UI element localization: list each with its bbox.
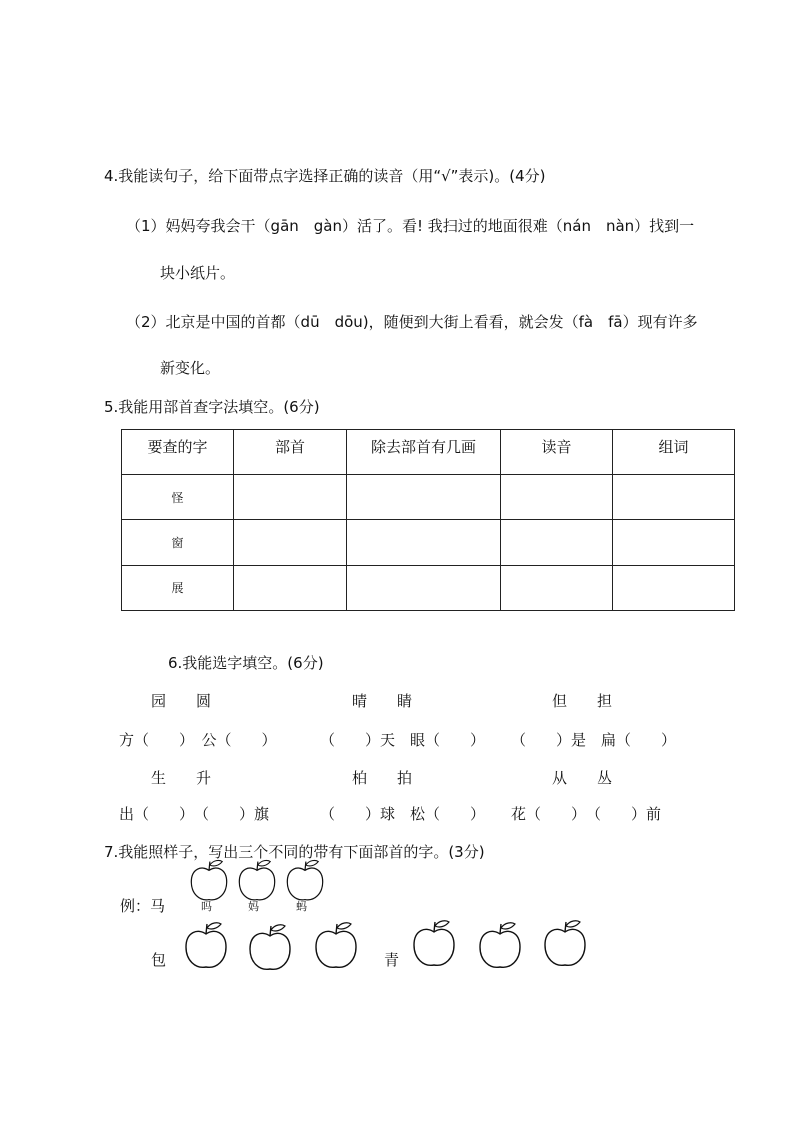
fill-blank-line[interactable]: 花（ ） （ ）前 xyxy=(511,805,662,823)
char-pair: 园 圆 xyxy=(151,692,212,710)
table-row xyxy=(122,565,735,610)
answer-cell[interactable] xyxy=(501,565,613,610)
q5-title: 5.我能用部首查字法填空。(6分) xyxy=(104,398,320,416)
q4-item2-line2: 新变化。 xyxy=(160,359,221,377)
char-pair: 从 丛 xyxy=(552,769,613,787)
apple-outline-icon[interactable] xyxy=(408,918,460,970)
answer-cell[interactable] xyxy=(234,565,347,610)
header-cell: 除去部首有几画 xyxy=(347,430,501,475)
answer-cell[interactable] xyxy=(613,520,735,565)
apple-outline-icon[interactable] xyxy=(310,920,362,972)
example-char: 蚂 xyxy=(296,900,307,913)
q4-item1-line2: 块小纸片。 xyxy=(160,264,236,282)
apple-outline-icon[interactable] xyxy=(244,922,296,974)
q4-title: 4.我能读句子，给下面带点字选择正确的读音（用“√”表示)。(4分) xyxy=(104,167,546,185)
table-header-row xyxy=(122,430,735,475)
header-cell: 要查的字 xyxy=(122,430,234,475)
table-row xyxy=(122,475,735,520)
answer-cell[interactable] xyxy=(234,520,347,565)
q7-title: 7.我能照样子，写出三个不同的带有下面部首的字。(3分) xyxy=(104,843,485,861)
char-pair: 柏 拍 xyxy=(352,769,413,787)
q6-title: 6.我能选字填空。(6分) xyxy=(168,654,324,672)
header-cell: 部首 xyxy=(234,430,347,475)
lookup-char-cell: 怪 xyxy=(122,475,234,520)
char-pair: 晴 睛 xyxy=(352,692,413,710)
fill-blank-line[interactable]: 出（ ） （ ）旗 xyxy=(119,805,270,823)
fill-blank-line[interactable]: （ ）球 松（ ） xyxy=(320,805,486,823)
table-row xyxy=(122,520,735,565)
fill-blank-line[interactable]: （ ）天 眼（ ） xyxy=(320,731,486,749)
apple-outline-icon[interactable] xyxy=(474,920,526,972)
q4-item2-line1: （2）北京是中国的首都（dū dōu)，随便到大街上看看，就会发（fà fā）现有许多 xyxy=(126,313,698,331)
fill-blank-line[interactable]: （ ）是 扁（ ） xyxy=(511,731,677,749)
apple-outline-icon[interactable] xyxy=(180,920,232,972)
answer-cell[interactable] xyxy=(347,520,501,565)
answer-cell[interactable] xyxy=(613,475,735,520)
example-char: 妈 xyxy=(248,900,259,913)
radical-lookup-table xyxy=(121,429,735,611)
fill-blank-line[interactable]: 方（ ） 公（ ） xyxy=(119,731,277,749)
answer-cell[interactable] xyxy=(613,565,735,610)
answer-cell[interactable] xyxy=(501,520,613,565)
example-label: 例：马 xyxy=(120,897,166,915)
answer-cell[interactable] xyxy=(501,475,613,520)
answer-cell[interactable] xyxy=(234,475,347,520)
answer-cell[interactable] xyxy=(347,565,501,610)
q4-item1-line1: （1）妈妈夸我会干（gān gàn）活了。看! 我扫过的地面很难（nán nàn）找到一 xyxy=(126,217,695,235)
header-cell: 组词 xyxy=(613,430,735,475)
radical-char: 青 xyxy=(384,951,400,969)
char-pair: 生 升 xyxy=(151,769,212,787)
lookup-char-cell: 展 xyxy=(122,565,234,610)
apple-outline-icon[interactable] xyxy=(539,918,591,970)
answer-cell[interactable] xyxy=(347,475,501,520)
example-char: 吗 xyxy=(201,900,212,913)
lookup-char-cell: 窗 xyxy=(122,520,234,565)
header-cell: 读音 xyxy=(501,430,613,475)
char-pair: 但 担 xyxy=(552,692,613,710)
radical-char: 包 xyxy=(151,951,167,969)
